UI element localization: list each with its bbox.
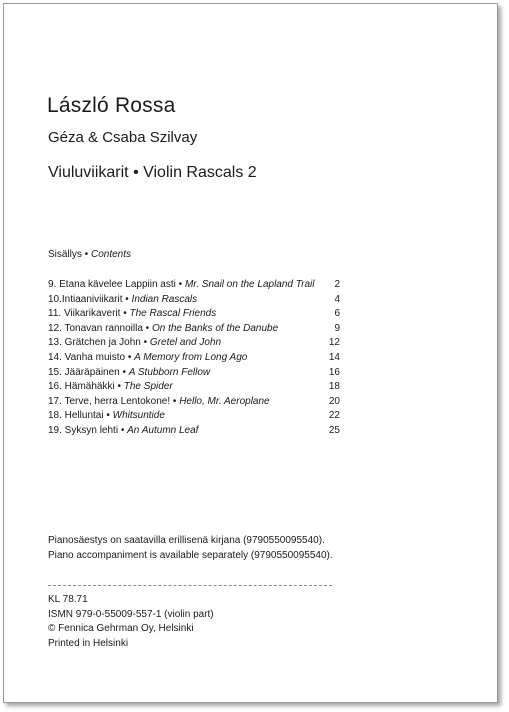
- printed-in: Printed in Helsinki: [48, 637, 129, 649]
- toc-page-number: 6: [334, 308, 340, 320]
- toc-sep: •: [114, 381, 124, 393]
- toc-sep: •: [119, 366, 129, 378]
- catalog-number: KL 78.71: [48, 594, 88, 605]
- toc-title-fi: 15. Jääräpäinen: [48, 366, 120, 378]
- contents-heading: [48, 249, 131, 260]
- contents-heading-sep: •: [81, 249, 91, 260]
- toc-row: [48, 278, 340, 293]
- toc-title-en: Mr. Snail on the Lapland Trail: [184, 279, 315, 290]
- table-of-contents: [48, 278, 340, 439]
- contents-heading-en: Contents: [90, 249, 131, 260]
- toc-sep: •: [103, 410, 113, 422]
- arrangers-line: Géza & Csaba Szilvay: [48, 129, 198, 146]
- toc-page-number: 22: [328, 410, 340, 422]
- toc-sep: •: [140, 337, 150, 349]
- toc-row: [48, 409, 340, 424]
- toc-title-en: A Stubborn Fellow: [128, 366, 211, 378]
- toc-page-number: 12: [328, 337, 340, 349]
- toc-title-en: An Autumn Leaf: [127, 424, 199, 436]
- toc-page-number: 20: [328, 395, 340, 407]
- toc-row: [48, 380, 340, 395]
- toc-title-fi: 11. Viikarikaverit: [48, 308, 121, 320]
- toc-page-number: 4: [334, 293, 340, 305]
- toc-title-en: Gretel and John: [149, 337, 222, 349]
- toc-sep: •: [175, 279, 185, 290]
- toc-row: [48, 322, 340, 337]
- toc-title-en: The Spider: [123, 381, 173, 393]
- toc-title-fi: 14. Vanha muisto: [48, 351, 126, 363]
- imprint: [48, 593, 214, 651]
- toc-title-en: Indian Rascals: [131, 293, 198, 305]
- toc-title-fi: 10.Intiaaniviikarit: [48, 293, 123, 305]
- toc-title-fi: 12. Tonavan rannoilla: [48, 322, 143, 334]
- toc-title-en: Hello, Mr. Aeroplane: [179, 395, 270, 407]
- composer-name: László Rossa: [47, 94, 176, 117]
- toc-page-number: 25: [328, 424, 340, 436]
- book-title: Viuluviikarit • Violin Rascals 2: [48, 164, 257, 181]
- toc-page-number: 14: [328, 351, 340, 363]
- toc-title-en: The Rascal Friends: [129, 308, 217, 320]
- toc-page-number: 16: [328, 366, 340, 378]
- toc-row: [48, 293, 340, 308]
- toc-title-fi: 17. Terve, herra Lentokone!: [48, 395, 171, 407]
- toc-row: [48, 307, 340, 322]
- toc-sep: •: [142, 322, 152, 334]
- toc-row: [48, 336, 340, 351]
- contents-heading-fi: Sisällys: [48, 249, 82, 260]
- document-page: [3, 3, 498, 703]
- copyright: © Fennica Gehrman Oy, Helsinki: [48, 623, 194, 634]
- toc-sep: •: [125, 351, 135, 363]
- toc-title-en: Whitsuntide: [112, 410, 165, 422]
- toc-title-fi: 19. Syksyn lehti: [48, 424, 119, 436]
- toc-row: [48, 351, 340, 366]
- toc-title-fi: 9. Etana kävelee Lappiin asti: [48, 279, 176, 290]
- toc-row: [48, 366, 340, 381]
- toc-title-en: A Memory from Long Ago: [134, 351, 248, 363]
- note-line-fi: Pianosäestys on saatavilla erillisenä kirjana (9790550095540).: [48, 535, 325, 546]
- toc-title-en: On the Banks of the Danube: [151, 322, 279, 334]
- toc-sep: •: [122, 293, 132, 305]
- note-line-en: Piano accompaniment is available separately (9790550095540).: [48, 549, 333, 561]
- toc-sep: •: [120, 308, 130, 320]
- toc-title-fi: 13. Grätchen ja John: [48, 337, 141, 349]
- toc-page-number: 2: [334, 279, 340, 290]
- divider: [48, 585, 332, 586]
- toc-page-number: 18: [328, 381, 340, 393]
- toc-sep: •: [118, 424, 128, 436]
- accompaniment-notes: [48, 534, 333, 563]
- toc-sep: •: [170, 395, 180, 407]
- toc-title-fi: 16. Hämähäkki: [48, 381, 115, 393]
- toc-title-fi: 18. Helluntai: [48, 410, 104, 422]
- toc-row: [48, 424, 340, 439]
- toc-row: [48, 395, 340, 410]
- toc-page-number: 9: [334, 322, 340, 334]
- ismn: ISMN 979-0-55009-557-1 (violin part): [48, 608, 214, 620]
